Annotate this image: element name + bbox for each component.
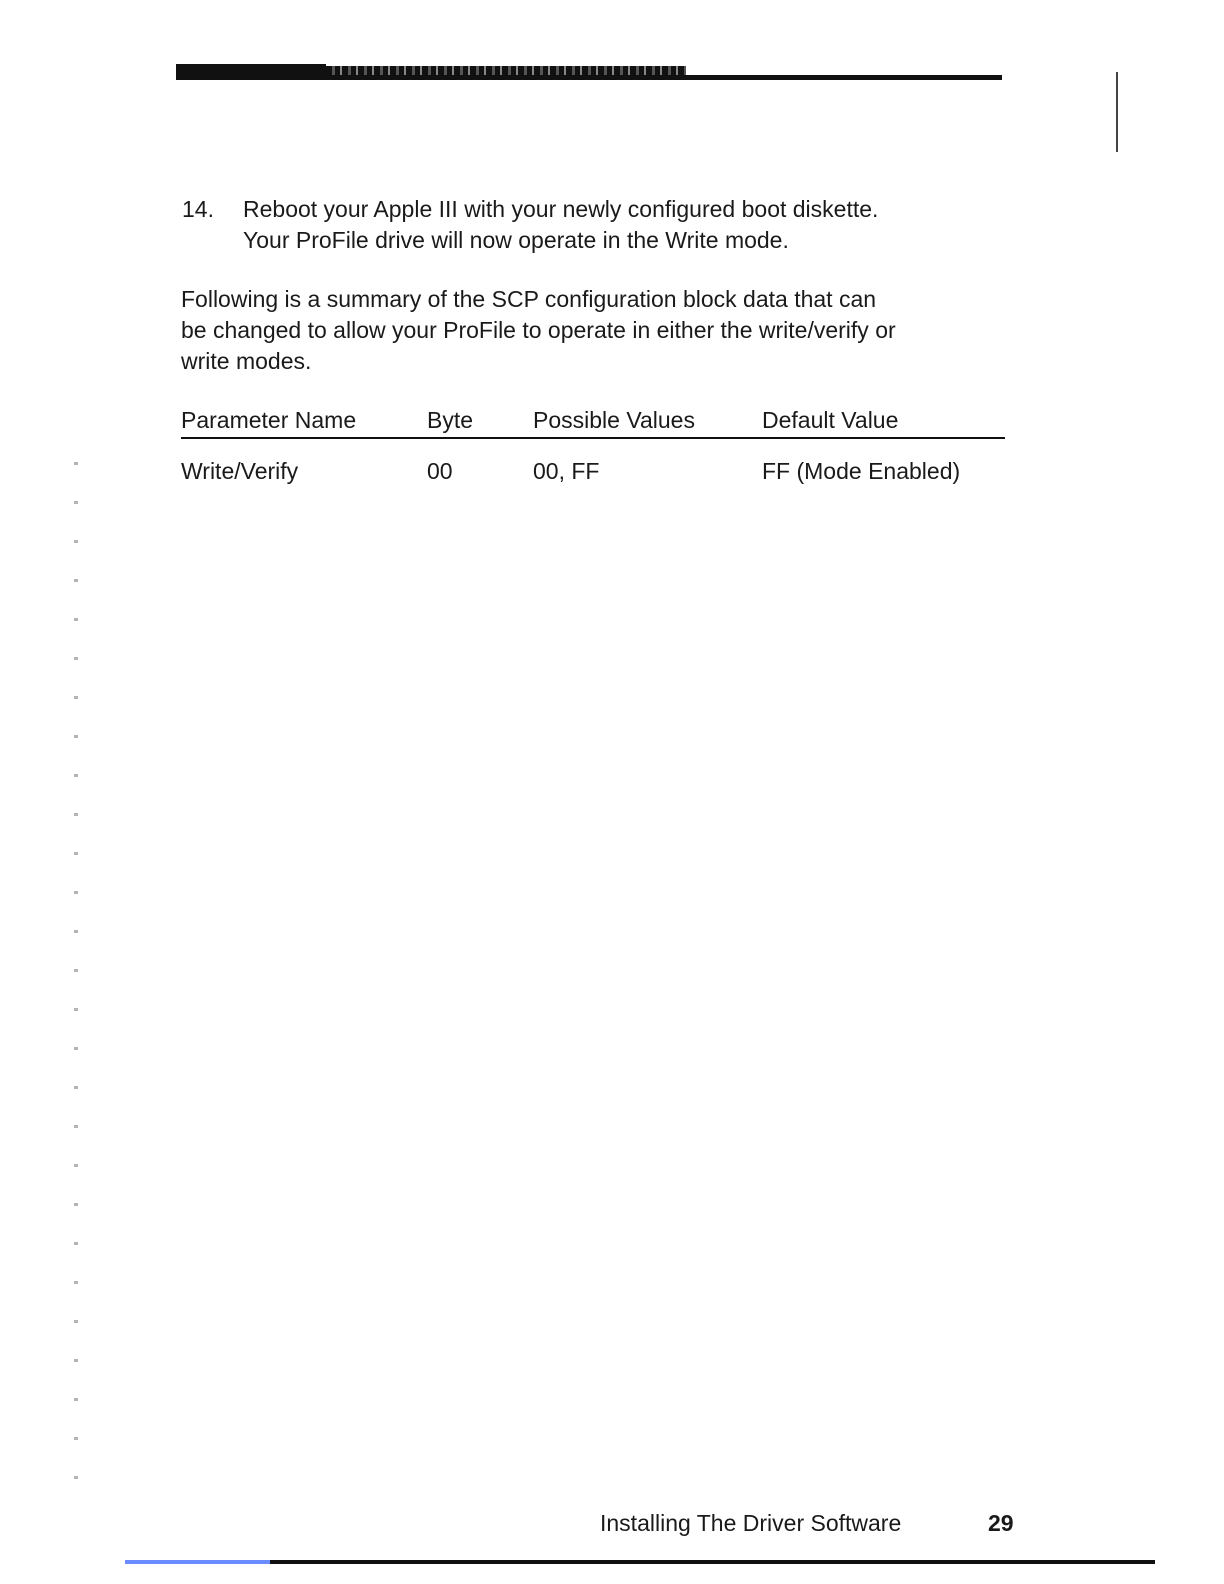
step-line: Reboot your Apple III with your newly configured boot diskette. bbox=[243, 196, 879, 222]
footer-section-title: Installing The Driver Software bbox=[600, 1510, 902, 1536]
cell-default-value: FF (Mode Enabled) bbox=[762, 458, 961, 484]
header-rule bbox=[176, 62, 1002, 84]
footer-rule bbox=[125, 1560, 1155, 1564]
summary-paragraph bbox=[181, 284, 896, 377]
paragraph-line: be changed to allow your ProFile to operate in either the write/verify or bbox=[181, 317, 896, 343]
scp-config-table bbox=[181, 405, 1005, 495]
step-number: 14. bbox=[182, 196, 214, 222]
header-possible-values: Possible Values bbox=[533, 407, 695, 433]
paragraph-line: Following is a summary of the SCP configuration block data that can bbox=[181, 286, 877, 312]
cell-possible-values: 00, FF bbox=[533, 458, 600, 484]
margin-scan-dots bbox=[74, 440, 78, 1480]
paragraph-line: write modes. bbox=[181, 348, 312, 374]
page-number: 29 bbox=[988, 1510, 1014, 1536]
header-parameter-name: Parameter Name bbox=[181, 407, 357, 433]
header-byte: Byte bbox=[427, 407, 474, 433]
step-text bbox=[243, 194, 878, 256]
table-header-rule bbox=[181, 437, 1005, 439]
cell-byte: 00 bbox=[427, 458, 453, 484]
step-line: Your ProFile drive will now operate in the Write mode. bbox=[243, 227, 789, 253]
margin-mark bbox=[1116, 72, 1118, 152]
header-default-value: Default Value bbox=[762, 407, 899, 433]
cell-parameter-name: Write/Verify bbox=[181, 458, 299, 484]
header-rule-line bbox=[176, 75, 1002, 80]
